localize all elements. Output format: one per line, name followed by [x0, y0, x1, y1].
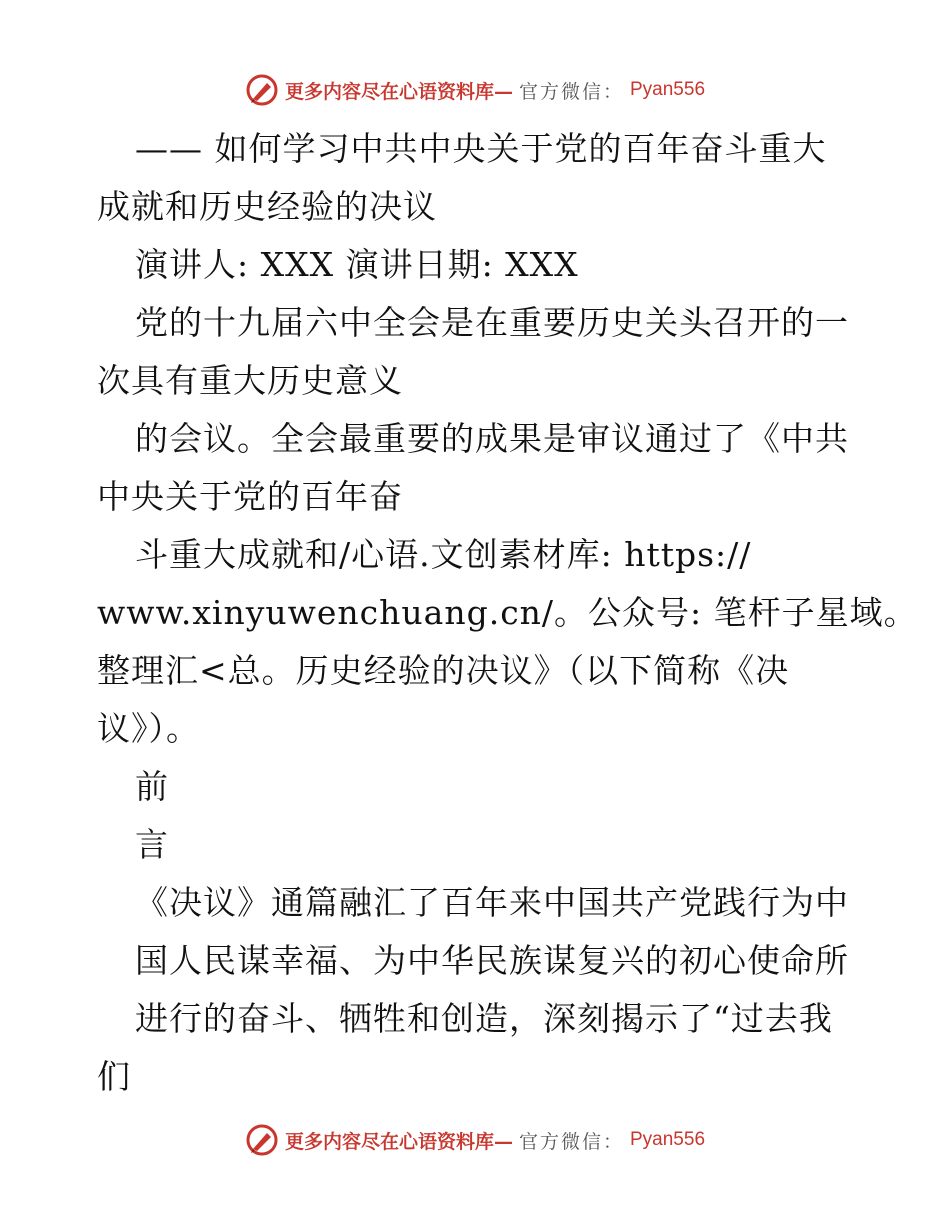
wechat-id: Pyan556: [630, 79, 706, 100]
paragraph-line: 们: [97, 1057, 131, 1096]
wechat-label: 官方微信：: [518, 80, 624, 103]
paragraph-line: 次具有重大历史意义: [97, 361, 403, 400]
wechat-label: 官方微信：: [518, 1130, 624, 1153]
paragraph-line: 党的十九届六中全会是在重要历史关头召开的一: [135, 303, 849, 342]
header-watermark: [0, 70, 950, 110]
paragraph-line: 中央关于党的百年奋: [97, 477, 403, 516]
pen-logo-icon: [245, 73, 279, 107]
footer-watermark: [0, 1120, 950, 1160]
paragraph-line: 国人民谋幸福、为中华民族谋复兴的初心使命所: [135, 941, 849, 980]
speaker-line: 演讲人: XXX 演讲日期: XXX: [135, 245, 579, 284]
document-body: [97, 120, 918, 1106]
paragraph-line: www.xinyuwenchuang.cn/。公众号: 笔杆子星域。: [97, 593, 918, 632]
watermark-text: 更多内容尽在心语资料库—: [284, 1130, 513, 1153]
pen-logo-icon: [245, 1123, 279, 1157]
paragraph-line: 议》）。: [97, 709, 200, 748]
heading-yan: 言: [135, 825, 169, 864]
paragraph-line: 进行的奋斗、牺牲和创造，深刻揭示了“过去我: [135, 999, 833, 1038]
paragraph-line: 整理汇<总。历史经验的决议》（以下简称《决: [97, 651, 790, 690]
heading-qian: 前: [135, 767, 169, 806]
wechat-id: Pyan556: [630, 1129, 706, 1150]
paragraph-line: 《决议》通篇融汇了百年来中国共产党践行为中: [135, 883, 849, 922]
title-line-2: 成就和历史经验的决议: [97, 187, 437, 226]
watermark-text: 更多内容尽在心语资料库—: [284, 80, 513, 103]
paragraph-line: 斗重大成就和/心语.文创素材库: https://: [135, 535, 752, 574]
paragraph-line: 的会议。全会最重要的成果是审议通过了《中共: [135, 419, 849, 458]
title-line-1: —— 如何学习中共中央关于党的百年奋斗重大: [135, 129, 827, 168]
